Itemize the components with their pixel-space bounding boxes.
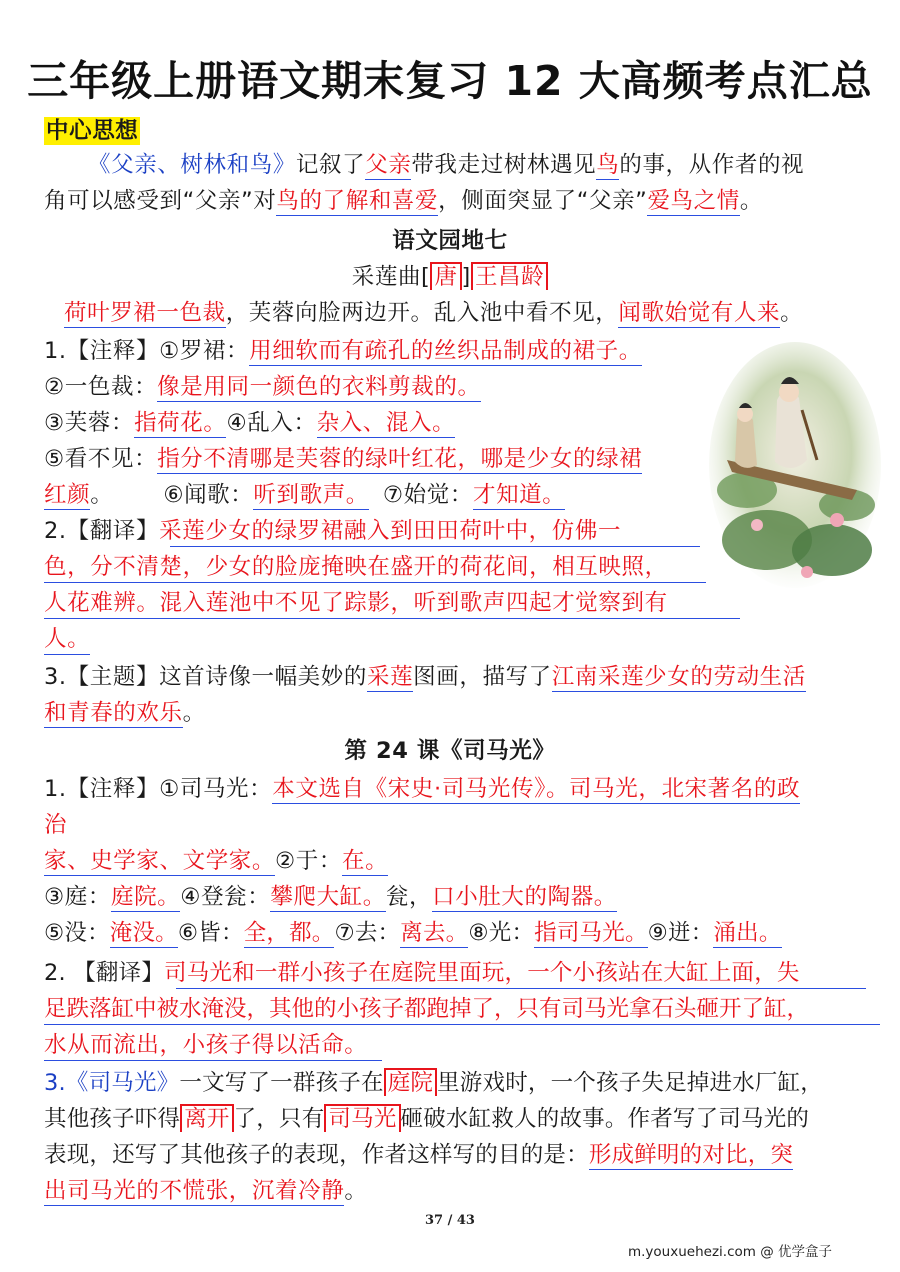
underline-rule <box>44 654 90 655</box>
note-line: 红颜。 ⑥闻歌：听到歌声。 ⑦始觉：才知道。 <box>44 482 566 508</box>
site-watermark: m.youxuehezi.com @ 优学盒子 <box>627 1244 832 1260</box>
note-line: ②一色裁：像是用同一颜色的衣料剪裁的。 <box>44 374 481 400</box>
poem-title: 采莲曲[ 唐 ] 王昌龄 <box>0 262 900 292</box>
note-line: ③芙蓉：指荷花。④乱入：杂入、混入。 <box>44 410 456 436</box>
text-line: 《父亲、树林和鸟》记叙了父亲带我走过树林遇见鸟的事，从作者的视 <box>88 152 805 178</box>
summary-line: 出司马光的不慌张，沉着冷静。 <box>44 1178 368 1204</box>
translation-line: 人花难辨。混入莲池中不见了踪影，听到歌声四起才觉察到有 <box>44 590 668 616</box>
text-line: 角可以感受到“父亲”对鸟的了解和喜爱，侧面突显了“父亲”爱鸟之情。 <box>44 188 763 214</box>
underline-rule <box>44 582 706 583</box>
note-line: 1.【注释】①罗裙：用细软而有疏孔的丝织品制成的裙子。 <box>44 338 642 364</box>
translation-line: 2. 【翻译】司马光和一群小孩子在庭院里面玩，一个小孩站在大缸上面，失 <box>44 960 800 986</box>
underline-rule <box>44 1060 382 1061</box>
note-line: 家、史学家、文学家。②于：在。 <box>44 848 389 874</box>
section-label-line <box>44 116 140 146</box>
lotus-painting-icon <box>707 340 882 590</box>
note-line: ③庭：庭院。④登瓮：攀爬大缸。瓮，口小肚大的陶器。 <box>44 884 617 910</box>
page-number: 37 / 43 <box>425 1213 475 1228</box>
translation-line: 色，分不清楚，少女的脸庞掩映在盛开的荷花间，相互映照， <box>44 554 668 580</box>
translation-line: 足跌落缸中被水淹没，其他的小孩子都跑掉了，只有司马光拿石头砸开了缸， <box>44 996 810 1022</box>
section-heading-lesson-24: 第 24 课《司马光》 <box>344 738 556 764</box>
section-heading-yuwen-garden: 语文园地七 <box>392 228 508 254</box>
note-line: 治 <box>44 812 68 838</box>
theme-line: 和青春的欢乐。 <box>44 700 206 726</box>
page-title: 三年级上册语文期末复习 12 大高频考点汇总 <box>27 57 873 105</box>
underline-rule <box>44 618 740 619</box>
theme-line: 3.【主题】这首诗像一幅美妙的采莲图画，描写了江南采莲少女的劳动生活 <box>44 664 806 690</box>
poem-line: 荷叶罗裙一色裁，芙蓉向脸两边开。乱入池中看不见，闻歌始觉有人来。 <box>64 300 804 326</box>
underline-rule <box>170 546 700 547</box>
summary-line: 表现，还写了其他孩子的表现，作者这样写的目的是：形成鲜明的对比，突 <box>44 1142 794 1168</box>
note-line: ⑤没：淹没。⑥皆：全，都。⑦去：离去。⑧光：指司马光。⑨迸：涌出。 <box>44 920 782 946</box>
note-line: ⑤看不见：指分不清哪是芙蓉的绿叶红花，哪是少女的绿裙 <box>44 446 643 472</box>
underline-rule <box>176 988 866 989</box>
lotus-picking-illustration <box>707 340 882 590</box>
note-line: 1.【注释】①司马光：本文选自《宋史·司马光传》。司马光，北宋著名的政 <box>44 776 801 802</box>
translation-line: 水从而流出，小孩子得以活命。 <box>44 1032 368 1058</box>
summary-line: 3.《司马光》一文写了一群孩子在 庭院 里游戏时，一个孩子失足掉进水厂缸， <box>44 1070 823 1096</box>
summary-line: 其他孩子吓得 离开 了，只有 司马光 砸破水缸救人的故事。作者写了司马光的 <box>44 1106 810 1132</box>
underline-rule <box>44 1024 880 1025</box>
translation-line: 人。 <box>44 626 91 652</box>
translation-line: 2.【翻译】采莲少女的绿罗裙融入到田田荷叶中，仿佛一 <box>44 518 622 544</box>
section-label-central-idea: 中心思想 <box>46 118 139 144</box>
